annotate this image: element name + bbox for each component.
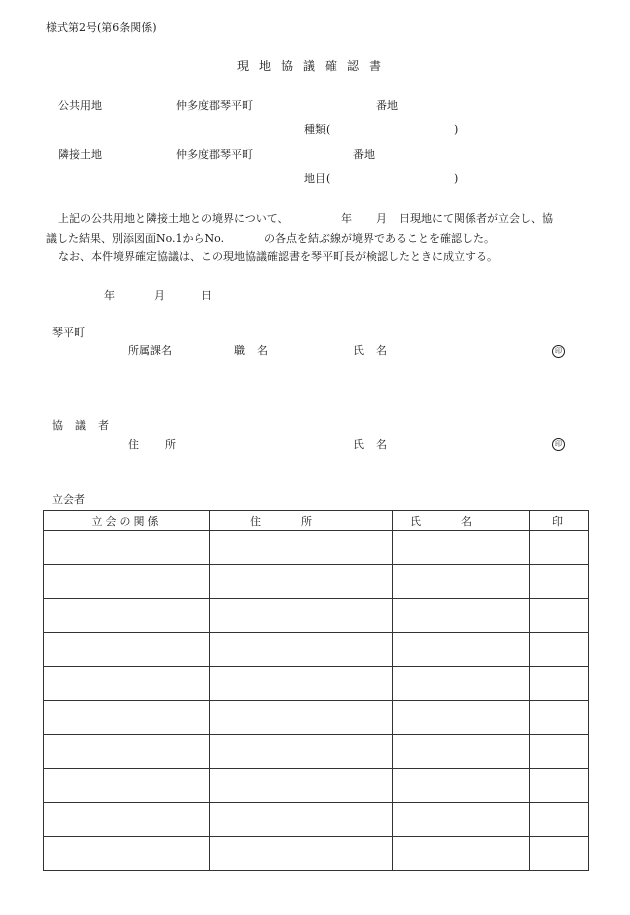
cell-name[interactable] — [393, 599, 530, 633]
date-year: 年 — [104, 289, 115, 302]
body-line2-a: 議した結果、別添図面No.1からNo. — [46, 232, 225, 245]
table-row — [44, 735, 589, 769]
table-row — [44, 565, 589, 599]
public-land-type-label: 種類( — [304, 123, 331, 136]
negotiator-label: 協議者 — [52, 419, 121, 432]
cell-address[interactable] — [210, 633, 393, 667]
cell-relation[interactable] — [44, 633, 210, 667]
cell-seal[interactable] — [530, 565, 589, 599]
cell-relation[interactable] — [44, 565, 210, 599]
town-seal-mark: 印 — [552, 345, 565, 358]
cell-address[interactable] — [210, 735, 393, 769]
table-row — [44, 531, 589, 565]
form-label: 様式第2号(第6条関係) — [46, 21, 157, 34]
col-seal-header: 印 — [530, 511, 589, 531]
cell-name[interactable] — [393, 837, 530, 871]
attendees-table — [43, 510, 589, 871]
adjacent-land-label: 隣接土地 — [58, 148, 102, 161]
cell-relation[interactable] — [44, 599, 210, 633]
table-row — [44, 769, 589, 803]
body-line1-b: 日現地にて関係者が立会し、協 — [399, 212, 553, 225]
cell-address[interactable] — [210, 837, 393, 871]
adjacent-land-category-label: 地目( — [304, 172, 331, 185]
cell-name[interactable] — [393, 633, 530, 667]
cell-seal[interactable] — [530, 599, 589, 633]
cell-relation[interactable] — [44, 837, 210, 871]
public-land-lot-label: 番地 — [376, 99, 398, 112]
col-relation-header: 立会の関係 — [44, 511, 210, 531]
table-row — [44, 803, 589, 837]
cell-address[interactable] — [210, 599, 393, 633]
negotiator-address-label: 住所 — [128, 438, 202, 451]
cell-address[interactable] — [210, 769, 393, 803]
adjacent-land-town: 仲多度郡琴平町 — [176, 148, 253, 161]
table-row — [44, 633, 589, 667]
cell-name[interactable] — [393, 735, 530, 769]
cell-relation[interactable] — [44, 701, 210, 735]
date-month: 月 — [154, 289, 165, 302]
cell-address[interactable] — [210, 565, 393, 599]
cell-name[interactable] — [393, 531, 530, 565]
town-dept-label: 所属課名 — [128, 344, 172, 357]
cell-seal[interactable] — [530, 735, 589, 769]
cell-relation[interactable] — [44, 531, 210, 565]
cell-address[interactable] — [210, 701, 393, 735]
cell-seal[interactable] — [530, 633, 589, 667]
date-day: 日 — [201, 289, 212, 302]
cell-relation[interactable] — [44, 803, 210, 837]
table-row — [44, 599, 589, 633]
attendees-table-body — [44, 531, 589, 871]
cell-seal[interactable] — [530, 701, 589, 735]
town-label: 琴平町 — [52, 326, 85, 339]
table-row — [44, 701, 589, 735]
public-land-type-close: ) — [454, 123, 459, 136]
negotiator-seal-mark: 印 — [552, 438, 565, 451]
cell-name[interactable] — [393, 769, 530, 803]
cell-relation[interactable] — [44, 667, 210, 701]
page-title: 現地協議確認書 — [237, 59, 392, 73]
cell-seal[interactable] — [530, 769, 589, 803]
cell-address[interactable] — [210, 803, 393, 837]
col-address-header: 住所 — [210, 511, 393, 531]
attendees-header-row — [44, 511, 589, 531]
town-name-label: 氏名 — [353, 344, 399, 357]
public-land-label: 公共用地 — [58, 99, 102, 112]
body-line1-a: 上記の公共用地と隣接土地との境界について、 — [58, 212, 289, 225]
cell-name[interactable] — [393, 565, 530, 599]
body-line1-month: 月 — [376, 212, 387, 225]
cell-address[interactable] — [210, 667, 393, 701]
cell-seal[interactable] — [530, 667, 589, 701]
col-name-header: 氏名 — [393, 511, 530, 531]
negotiator-name-label: 氏名 — [353, 438, 399, 451]
adjacent-land-category-close: ) — [454, 172, 459, 185]
cell-name[interactable] — [393, 701, 530, 735]
adjacent-land-lot-label: 番地 — [353, 148, 375, 161]
table-row — [44, 667, 589, 701]
public-land-town: 仲多度郡琴平町 — [176, 99, 253, 112]
body-line3: なお、本件境界確定協議は、この現地協議確認書を琴平町長が検認したときに成立する。 — [58, 250, 498, 263]
attendees-label: 立会者 — [52, 493, 85, 506]
cell-seal[interactable] — [530, 837, 589, 871]
table-row — [44, 837, 589, 871]
cell-seal[interactable] — [530, 803, 589, 837]
cell-relation[interactable] — [44, 735, 210, 769]
body-line1-year: 年 — [341, 212, 352, 225]
town-title-label: 職名 — [234, 344, 280, 357]
cell-name[interactable] — [393, 803, 530, 837]
cell-seal[interactable] — [530, 531, 589, 565]
cell-name[interactable] — [393, 667, 530, 701]
cell-relation[interactable] — [44, 769, 210, 803]
cell-address[interactable] — [210, 531, 393, 565]
body-line2-b: の各点を結ぶ線が境界であることを確認した。 — [264, 232, 495, 245]
